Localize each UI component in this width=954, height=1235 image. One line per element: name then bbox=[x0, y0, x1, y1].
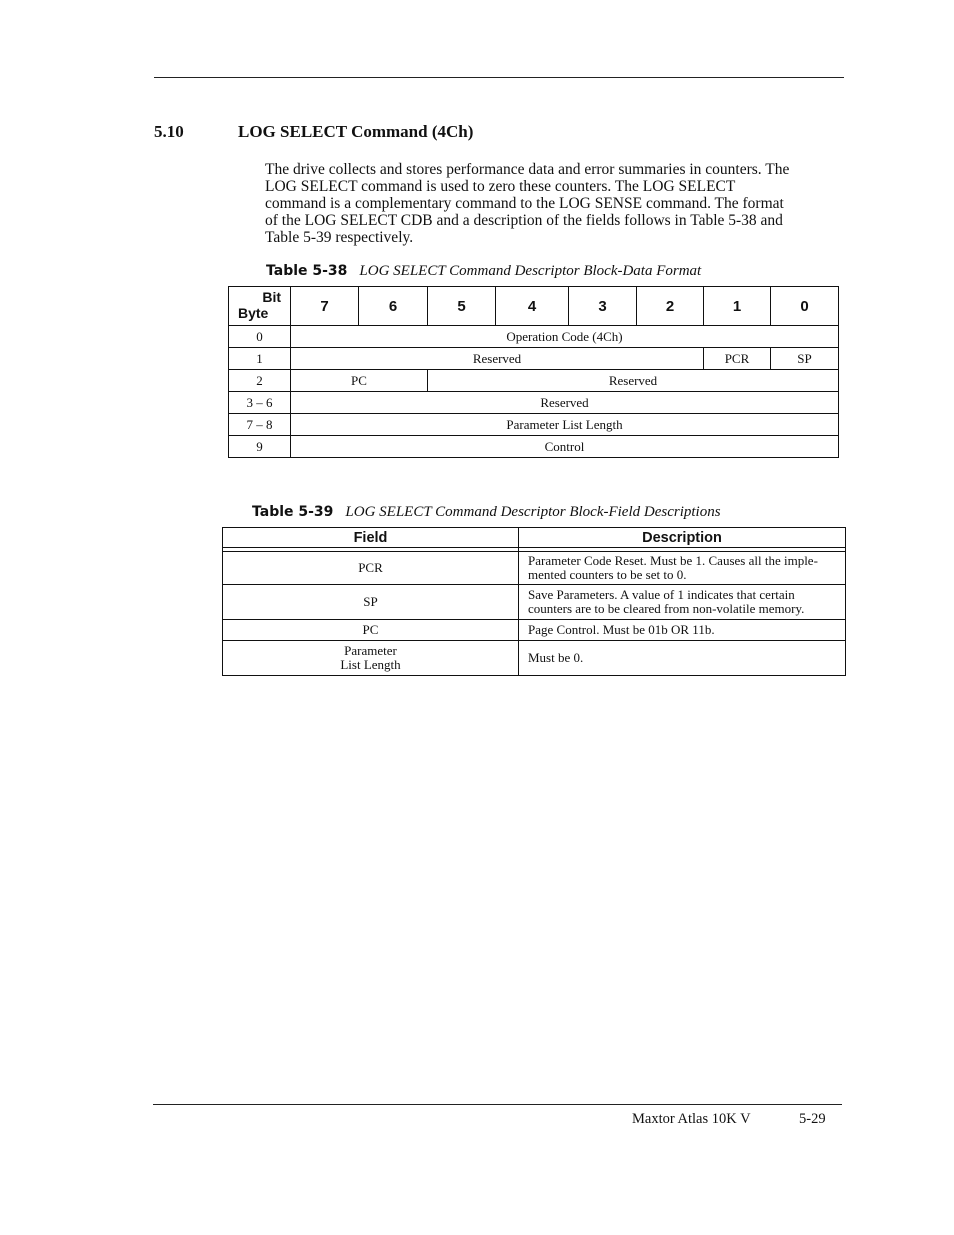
table-row bbox=[223, 552, 846, 585]
bit-header: 7 bbox=[291, 287, 359, 326]
description-cell: Parameter Code Reset. Must be 1. Causes all the imple- mented counters to be set to 0. bbox=[519, 552, 846, 585]
byte-cell: 9 bbox=[229, 436, 291, 458]
field-cell: Operation Code (4Ch) bbox=[291, 326, 839, 348]
field-cell: Reserved bbox=[291, 348, 704, 370]
description-cell: Must be 0. bbox=[519, 641, 846, 676]
bit-byte-corner bbox=[229, 287, 291, 326]
field-cell: PC bbox=[291, 370, 428, 392]
section-title: LOG SELECT Command (4Ch) bbox=[238, 122, 474, 141]
description-cell: Page Control. Must be 01b OR 11b. bbox=[519, 620, 846, 641]
table-5-39-caption bbox=[252, 504, 721, 521]
field-cell: Control bbox=[291, 436, 839, 458]
field-cell: PC bbox=[223, 620, 519, 641]
field-column-header: Field bbox=[223, 528, 519, 548]
footer-page-number: 5-29 bbox=[799, 1111, 826, 1127]
byte-label: Byte bbox=[238, 305, 269, 321]
field-cell: Parameter List Length bbox=[291, 414, 839, 436]
byte-cell: 1 bbox=[229, 348, 291, 370]
bit-header: 4 bbox=[496, 287, 569, 326]
intro-paragraph bbox=[265, 161, 839, 246]
table-row bbox=[229, 436, 839, 458]
intro-line: The drive collects and stores performance data and error summaries in counters. The bbox=[265, 161, 790, 178]
footer-rule bbox=[153, 1104, 842, 1105]
table-row bbox=[223, 620, 846, 641]
bit-header: 1 bbox=[704, 287, 771, 326]
table-row bbox=[229, 348, 839, 370]
cdb-format-table bbox=[228, 286, 839, 458]
bit-header-row bbox=[229, 287, 839, 326]
table-row bbox=[223, 641, 846, 676]
footer-document-title: Maxtor Atlas 10K V bbox=[632, 1111, 751, 1127]
byte-cell: 0 bbox=[229, 326, 291, 348]
byte-cell: 3 – 6 bbox=[229, 392, 291, 414]
section-number: 5.10 bbox=[154, 122, 184, 141]
bit-header: 0 bbox=[771, 287, 839, 326]
field-cell: Reserved bbox=[291, 392, 839, 414]
field-cell: SP bbox=[223, 585, 519, 620]
bit-label: Bit bbox=[262, 289, 281, 305]
caption-text: LOG SELECT Command Descriptor Block-Data Format bbox=[359, 263, 702, 279]
byte-cell: 2 bbox=[229, 370, 291, 392]
caption-text: LOG SELECT Command Descriptor Block-Field Descriptions bbox=[345, 504, 721, 520]
table-row bbox=[229, 370, 839, 392]
caption-label: Table 5-39 bbox=[252, 504, 334, 520]
description-column-header: Description bbox=[519, 528, 846, 548]
table-5-38-caption bbox=[266, 263, 701, 280]
intro-line: Table 5-39 respectively. bbox=[265, 229, 414, 246]
field-cell: PCR bbox=[704, 348, 771, 370]
bit-header: 5 bbox=[428, 287, 496, 326]
table-row bbox=[229, 414, 839, 436]
intro-line: command is a complementary command to the LOG SENSE command. The format bbox=[265, 195, 784, 212]
intro-line: LOG SELECT command is used to zero these counters. The LOG SELECT bbox=[265, 178, 736, 195]
table-row bbox=[229, 392, 839, 414]
byte-cell: 7 – 8 bbox=[229, 414, 291, 436]
header-row bbox=[223, 528, 846, 548]
field-cell: SP bbox=[771, 348, 839, 370]
description-cell: Save Parameters. A value of 1 indicates that certain counters are to be cleared from non-volatile memory. bbox=[519, 585, 846, 620]
caption-label: Table 5-38 bbox=[266, 263, 348, 279]
header-rule bbox=[154, 77, 844, 78]
bit-header: 6 bbox=[359, 287, 428, 326]
bit-header: 2 bbox=[637, 287, 704, 326]
field-descriptions-table bbox=[222, 527, 846, 676]
field-cell: Reserved bbox=[428, 370, 839, 392]
field-cell: PCR bbox=[223, 552, 519, 585]
bit-header: 3 bbox=[569, 287, 637, 326]
intro-line: of the LOG SELECT CDB and a description of the fields follows in Table 5-38 and bbox=[265, 212, 783, 229]
table-row bbox=[229, 326, 839, 348]
field-cell: Parameter List Length bbox=[223, 641, 519, 676]
table-row bbox=[223, 585, 846, 620]
